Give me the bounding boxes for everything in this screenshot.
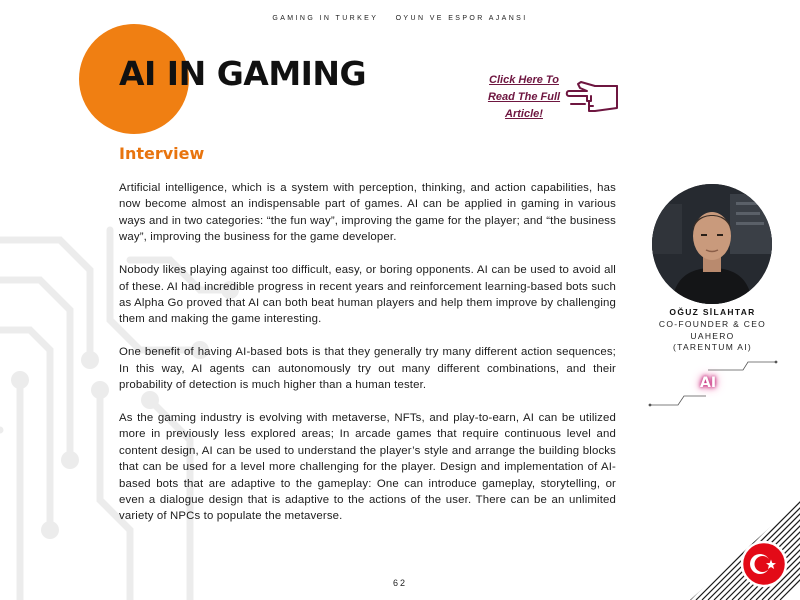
paragraph-2: Nobody likes playing against too difficult, easy, or boring opponents. AI can be used to avoid all of these. AI had incredible progress in recent years and reinforcement learning-based bots such as Alpha Go proved that AI can both beat human players and help them improve by challenging them and making the game interesting. (119, 264, 616, 326)
paragraph-3: One benefit of having AI-based bots is that they generally try many different action sequences; In this way, AI agents can autonomously try out many different combinations, and their probability of detection is much higher than a human tester. (119, 346, 616, 392)
person-role (640, 319, 785, 354)
person-company-sub: (TARENTUM AI) (672, 342, 753, 352)
page-number: 62 (392, 578, 407, 588)
article-body (119, 180, 616, 541)
paragraph-4: As the gaming industry is evolving with metaverse, NFTs, and play-to-earn, AI can be utilized more in previously less explored areas; In arcade games that require continuous level and content design, AI can be used to understand the player’s style and arrange the building blocks that can be used for a level more challenging for the player. Design and implementation of AI-based bots that are adaptive to the gameplay: One can introduce gameplay, storytelling, or even a dialogue design that is adaptive to the actions of the user. There can be an unlimited variety of NPCs to populate the metaverse. (119, 411, 616, 523)
header-tagline: GAMING IN TURKEY OYUN VE ESPOR AJANSI (272, 15, 528, 22)
person-company: UAHERO (690, 330, 735, 341)
person-name: OĞUZ SİLAHTAR (669, 307, 756, 317)
ai-badge: AI (700, 375, 717, 391)
turkey-flag-icon (740, 540, 788, 588)
paragraph-1: Artificial intelligence, which is a system with perception, thinking, and action capabilities, has now become almost an indispensable part of games. AI can be applied in gaming in various ways and in two categories: “the fun way”, improving the game for the player; and “the business way”, improving the business for the game developer. (119, 182, 616, 244)
avatar (652, 184, 772, 304)
section-heading: Interview (119, 144, 205, 163)
portrait-photo (652, 184, 772, 304)
page-title: AI IN GAMING (119, 54, 367, 93)
pointing-hand-icon[interactable] (565, 78, 619, 114)
person-role-title: CO-FOUNDER & CEO (658, 319, 767, 329)
read-full-article-link[interactable]: Click Here To Read The Full Article! (487, 74, 561, 120)
